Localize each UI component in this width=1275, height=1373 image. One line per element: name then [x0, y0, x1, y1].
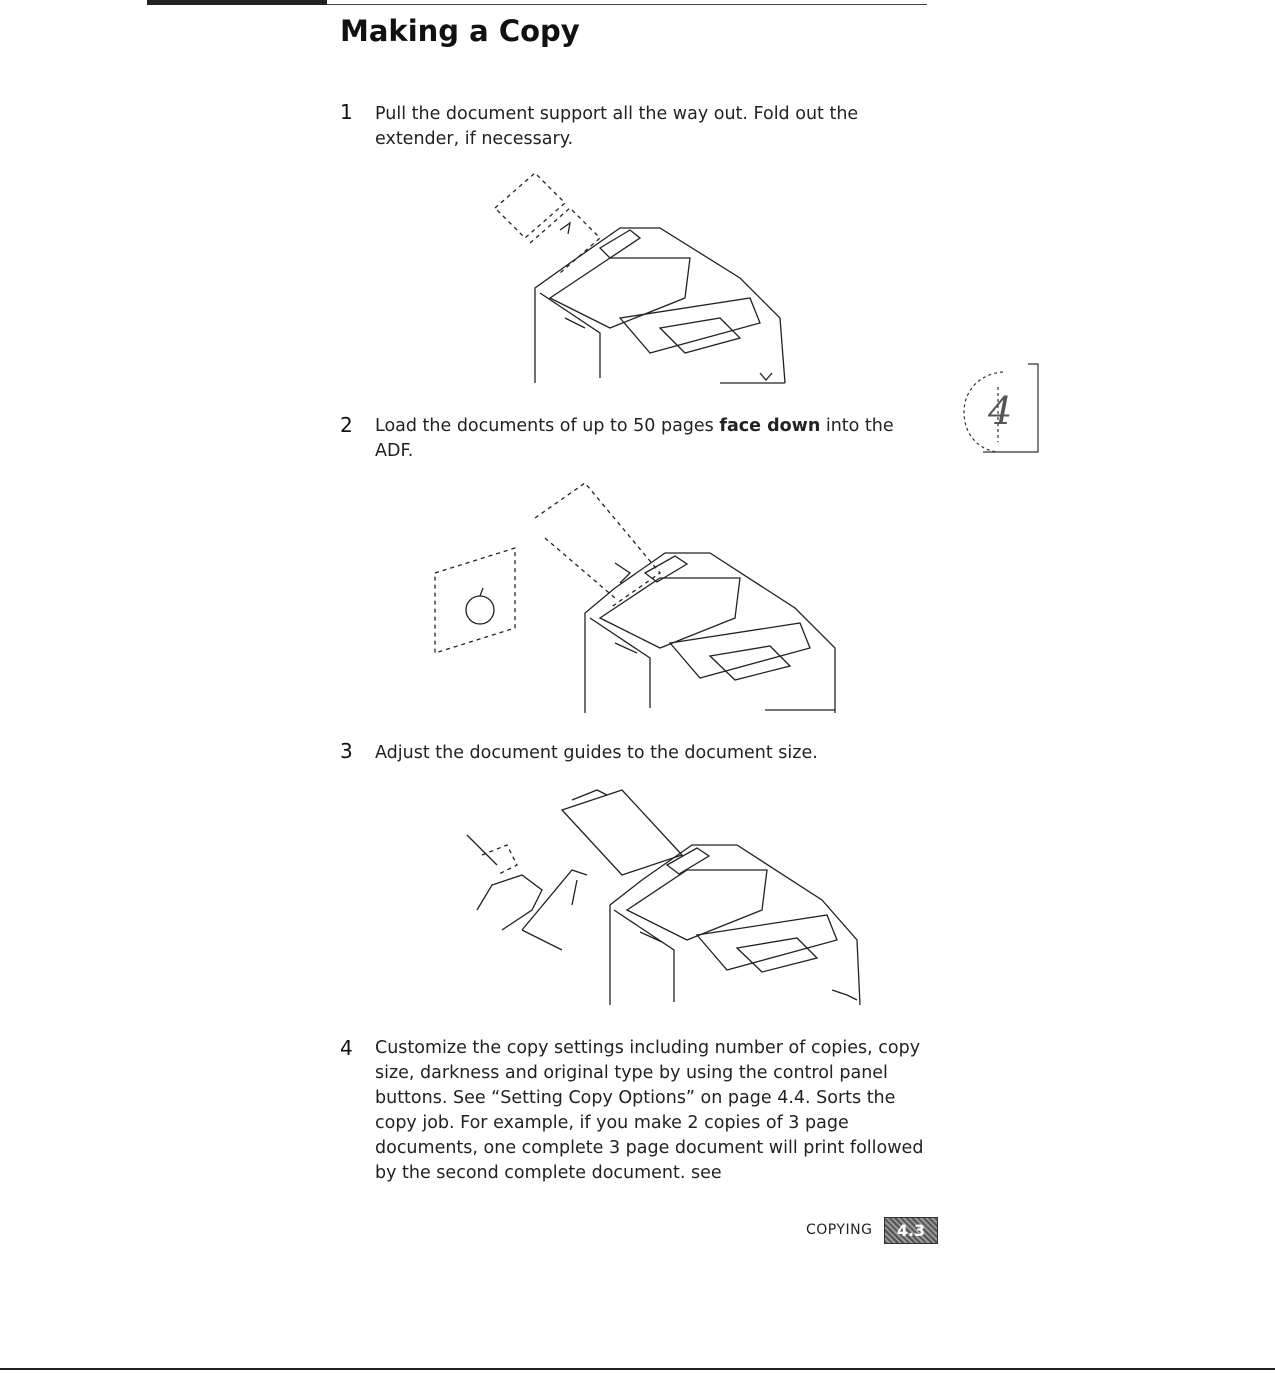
- footer-section-label: COPYING: [806, 1222, 873, 1238]
- printer-illustration-1: [490, 168, 800, 388]
- step-number-4: 4: [340, 1036, 353, 1060]
- page-title: Making a Copy: [340, 14, 580, 48]
- step-text-4: Customize the copy settings including number of copies, copy size, darkness and original type by using the control panel buttons. See “Setting Copy Options” on page 4.4. Sorts the copy job. For example, if you make 2 copies of 3 page documents, one complete 3 page document will print followed by the second complete document. see: [375, 1038, 924, 1183]
- step-text-2: [375, 414, 935, 464]
- chapter-tab: [958, 362, 1040, 456]
- header-rule: [327, 4, 927, 5]
- step-text-2-part2: into the ADF.: [375, 416, 894, 461]
- page-bottom-rule: [0, 1368, 1275, 1370]
- printer-illustration-2: [425, 478, 845, 718]
- header-rule-dark: [147, 0, 327, 5]
- step-text-1: Pull the document support all the way out. Fold out the extender, if necessary.: [375, 104, 859, 149]
- step-text-2-part1: Load the documents of up to 50 pages: [375, 416, 720, 436]
- footer-page-number: 4.3: [884, 1217, 938, 1244]
- step-text-3: Adjust the document guides to the document size.: [375, 743, 818, 763]
- step-number-3: 3: [340, 739, 353, 763]
- printer-illustration-3: [462, 780, 862, 1008]
- step-number-2: 2: [340, 413, 353, 437]
- step-text-2-emphasis: face down: [719, 416, 821, 436]
- chapter-tab-number: 4: [988, 389, 1013, 433]
- step-number-1: 1: [340, 100, 353, 124]
